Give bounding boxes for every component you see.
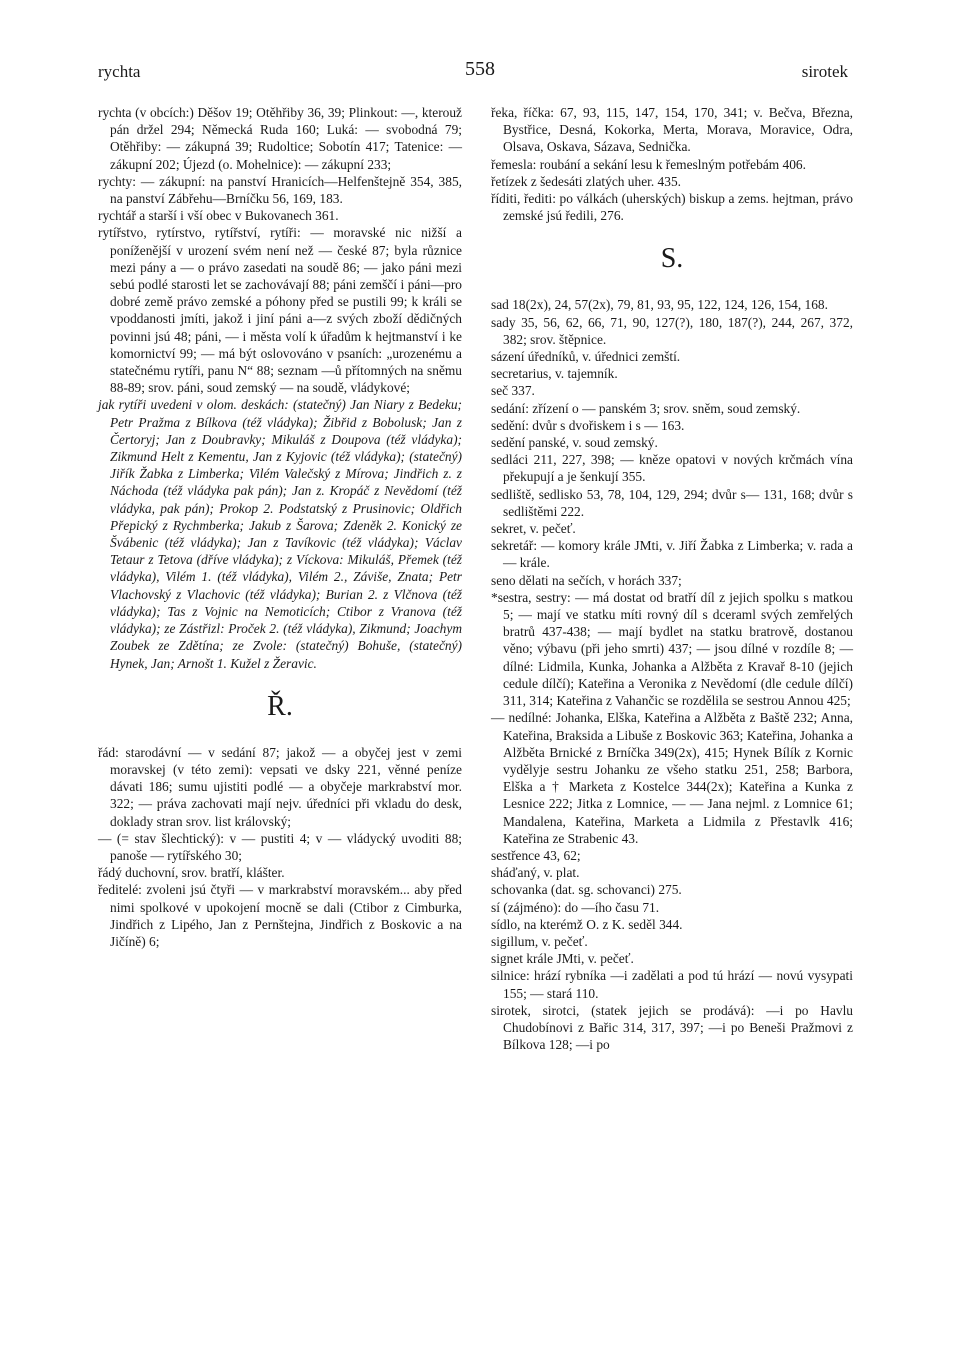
entry-schovanka: schovanka (dat. sg. schovanci) 275.	[491, 882, 682, 898]
entry-rytiri-list: jak rytíři uvedeni v olom. deskách: (statečný) Jan Niary z Bedeku; Petr Pražma z Bílkova (též vládyka); Žibřid z Bobolusk; Jan z Čertoryj; Jan z Doubravky; Mikuláš z Doupova (též vládyka); Zikmund Helt z Kementu, Jan z Kyjovic (též vládyka); (statečný) Jiřík Žabka z Limberka; Vilém Valečský z Mírova; Jindřich z. z Náchoda (též vládyka pak pán); Jan z. Kropáč z Nevědomí (též vládyka, pak pán); Prokop 2. Podstatský z Prusinovic; Oldřich Přepický z Rychmberka; Jakub z Šarova; Zdeněk 2. Konický ze Švábenic (též vládyka); Jan z Tavíkovic (též vládyka); Václav Tetaur z Tetova (dříve vládyka); z Víckova: Mikuláš, Přemek (též vládyka), Vilém 1. (též vládyka), Vilém 2., Záviše, Znata; Petr Vlachovský z Vlachovic (též vládyka); Burian 2. z Vlčnova (též vládyka); Tas z Vojnic na Nemoticích; Ctibor z Vranova (též vládyka); ze Zástřizl: Proček 2. (též vládyka), Zikmund; Joachym Zoubek ze Zdětína; ze Zvole: (statečný) Bohuše, (statečný) Hynek, Jan; Arnošt 1. Kužel z Žeravic.	[98, 397, 462, 671]
entry-rychta: rychta (v obcích:) Děšov 19; Otěhřiby 36, 39; Plinkout: —, kterouž pán držel 294; Německá Ruda 160; Luká: — svobodná 79; Otěhřiby: — zákupná 39; Rudoltice; Sobotín 417; Tatenice: — zákupní 202; Újezd (o. Mohelnice): — zákupní 233;	[98, 105, 462, 172]
entry-shadany: sháďaný, v. plat.	[491, 865, 580, 881]
entry-reka: řeka, říčka: 67, 93, 115, 147, 154, 170, 341; v. Bečva, Března, Bystřice, Desná, Kokorka, Merta, Morava, Moravice, Odra, Olsava, Oskava, Sázava, Sednička.	[491, 105, 853, 155]
entry-reditele: ředitelé: zvoleni jsú čtyři — v markrabství moravském... aby před nimi spolkové v upokojení mocně se dali (Ctibor z Cimburka, Jindřich z Lipého, Jan z Pernštejna, Jindřich z Boskovic a na Jičíně) 6;	[98, 882, 462, 949]
running-head-left: rychta	[98, 62, 141, 81]
entry-sestry-nedilne: — nedílné: Johanka, Elška, Kateřina a Alžběta z Baště 232; Anna, Kateřina, Braksida a Libuše z Boskovic 363; Kateřina, Johanka a Alžběta Brnické z Brníčka 349(2x), 415; Hynek Bílík z Kornic vydělује sestru Johanku ze všeho statku 251, 258; Barbora, Elška a † Marketa z Kostelce 344(2x); Kateřina a Kunka z Lesnice 222; Jitka z Lomnice, — — Jana nejml. z Lomnice 61; Mandalena, Kateřina, Marketa a Lidmila z Přestavlk 416; Kateřina ze Strabenic 43.	[491, 710, 853, 846]
entry-sedani: sedání: zřízení o — panském 3; srov. sněm, soud zemský.	[491, 400, 801, 416]
entry-sigillum: sigillum, v. pečeť.	[491, 933, 588, 949]
entry-rad-stav: — (= stav šlechtický): v — pustiti 4; v — vládycký uvoditi 88; panoše — rytířského 30;	[98, 830, 462, 863]
entry-sestra: *sestra, sestry: — má dostat od bratří díl z jejich spolku s matkou 5; — mají ve statku míti rovný díl s dceraml svých zemřelých bratrů 437-438; — mají bydlet na statku bratrově, dostanou věno; výbavu (při jeho smrti) 437; — jsou dílné v rozdíle 8; — dílné: Lidmila, Kunka, Johanka a Alžběta z Kravař 8-10 (jejich cedule dílčí); Kateřina a Veronika z Nevědomí (dle cedule dílčí) 311, 314; Kateřina z Vahančic se rozdělila se sestrou Annou 425;	[491, 589, 853, 709]
entry-rychtar: rychtář a starší i vší obec v Bukovanech 361.	[98, 208, 339, 224]
entry-sekret: sekret, v. pečeť.	[491, 521, 576, 537]
running-head-right: sirotek	[801, 62, 848, 81]
entry-sazeni: sázení úředníků, v. úřednici zemští.	[491, 349, 681, 365]
entry-seno: seno dělati na sečích, v horách 337;	[491, 572, 682, 588]
entry-secretarius: secretarius, v. tajemník.	[491, 366, 618, 382]
entry-rytirstvo: rytířstvo, rytírstvo, rytířství, rytíři: — moravské nic nižší a poníženější v urození svém není než — české 87; byla různice mezi pány a — o právo zasedati na soudě 86; — jako páni mezi sebú podlé starosti let se zachovávají 88; páni zemščí i páni—pro dobré země právo zemské a póhony před se pustili 99; k králi se vpoddanosti jmíti, jakož i jiní páni a—z svých zboží dědičných povinni jsú 48; páni, — i města volí k úřadům k hejtmanství i ke komornictví 99; — má být oslovováno v psaních: „urozenému a statečnému rytíři, panu N“ 88; seznam —ů přítomných na sněmu 88-89; srov. páni, soud zemský — na soudě, vládykové;	[98, 225, 462, 396]
entry-signet: signet krále JMti, v. pečeť.	[491, 951, 634, 967]
entry-sady: sady 35, 56, 62, 66, 71, 90, 127(?), 180, 187(?), 244, 267, 372, 382; srov. štěpnice.	[491, 314, 853, 347]
entry-sedliste: sedliště, sedlisko 53, 78, 104, 129, 294; dvůr s— 131, 168; dvůr s sedlištěmi 222.	[491, 486, 853, 519]
entry-rady-duchovni: řádý duchovní, srov. bratří, klášter.	[98, 865, 285, 881]
entry-sirotek: sirotek, sirotci, (statek jejich se prodává): —i po Havlu Chudobínovi z Bařic 314, 317, 397; —i po Beneši Pražmovi z Bílkova 128; —i po	[491, 1002, 853, 1053]
entry-sidlo: sídlo, na kterémž O. z K. seděl 344.	[491, 916, 683, 932]
entry-riditi: říditi, řediti: po válkách (uherských) biskup a zems. hejtman, právo zemské jsú ředili, 276.	[491, 191, 853, 224]
page-number: 558	[465, 58, 495, 80]
entry-silnice: silnice: hrází rybníka —i zadělati a pod tú hrází — novú vysypati 155; — stará 110.	[491, 968, 853, 1001]
entry-sekretar: sekretář: — komory krále JMti, v. Jiří Žabka z Limberka; v. rada a — krále.	[491, 538, 853, 571]
entry-sedeni-panske: sedění panské, v. soud zemský.	[491, 435, 658, 451]
entry-sec: seč 337.	[491, 383, 535, 399]
right-column	[491, 104, 853, 1053]
left-column	[98, 104, 462, 950]
entry-remesla: řemesla: roubání a sekání lesu k řemeslným potřebám 406.	[491, 156, 806, 172]
section-letter-s: S.	[660, 243, 684, 275]
entry-sestrence: sestřence 43, 62;	[491, 847, 581, 863]
entry-sedlaci: sedláci 211, 227, 398; — kněze opatovi v nových krčmách vína překupují a je šenkují 355.	[491, 452, 853, 485]
entry-sedeni: sedění: dvůr s dvořiskem i s — 163.	[491, 417, 685, 433]
entry-rychty: rychty: — zákupní: na panství Hranicích—Helfenštejně 354, 385, na panství Zábřehu—Brníčku 56, 169, 183.	[98, 173, 462, 207]
entry-sad: sad 18(2x), 24, 57(2x), 79, 81, 93, 95, 122, 124, 126, 154, 168.	[491, 297, 828, 313]
section-letter-rz: Ř.	[267, 690, 293, 722]
entry-si: sí (zájméno): do —ího času 71.	[491, 899, 660, 915]
entry-retizek: řetízek z šedesáti zlatých uher. 435.	[491, 173, 681, 189]
entry-rad: řád: starodávní — v sedání 87; jakož — a obyčej jest v zemi moravskej (v této zemi): vepsati ve dsky 221, věnné peníze dávati 186; sumu ujistiti podlé — a obyčeje markrabství mor. 322; — práva zachovati mají nejv. úředníci při vkladu do desk, doklady stran srov. list královský;	[98, 744, 462, 829]
